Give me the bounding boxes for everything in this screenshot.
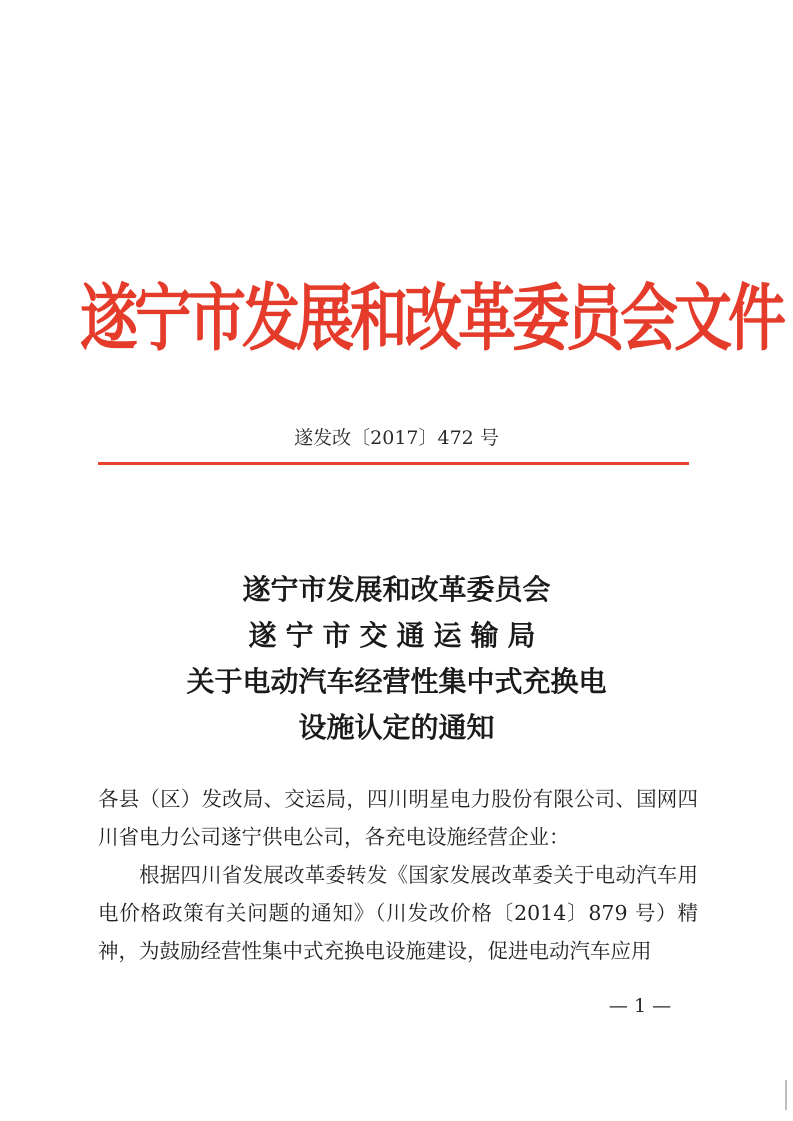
title-line-subject-1: 关于电动汽车经营性集中式充换电: [186, 665, 607, 698]
document-number: 遂发改〔2017〕472 号: [294, 427, 499, 449]
addressees-paragraph: 各县（区）发改局、交运局，四川明星电力股份有限公司、国网四川省电力公司遂宁供电公司，各充电设施经营企业：: [98, 787, 698, 849]
body-text: [98, 780, 698, 970]
body-paragraph-1: 根据四川省发展改革委转发《国家发展改革委关于电动汽车用电价格政策有关问题的通知》（川发改价格〔2014〕879 号）精神，为鼓励经营性集中式充换电设施建设，促进电动汽车应用: [98, 863, 698, 963]
page-number: — 1 —: [608, 995, 672, 1017]
title-line-issuer-1: 遂宁市发展和改革委员会: [242, 573, 551, 606]
masthead-title: 遂宁市发展和改革委员会文件: [80, 275, 783, 361]
scan-edge-mark: [785, 1080, 787, 1110]
title-line-subject-2: 设施认定的通知: [298, 711, 495, 744]
red-separator-line: [98, 462, 689, 465]
document-title: [0, 567, 793, 751]
title-line-issuer-2: 遂宁市交通运输局: [248, 619, 545, 652]
